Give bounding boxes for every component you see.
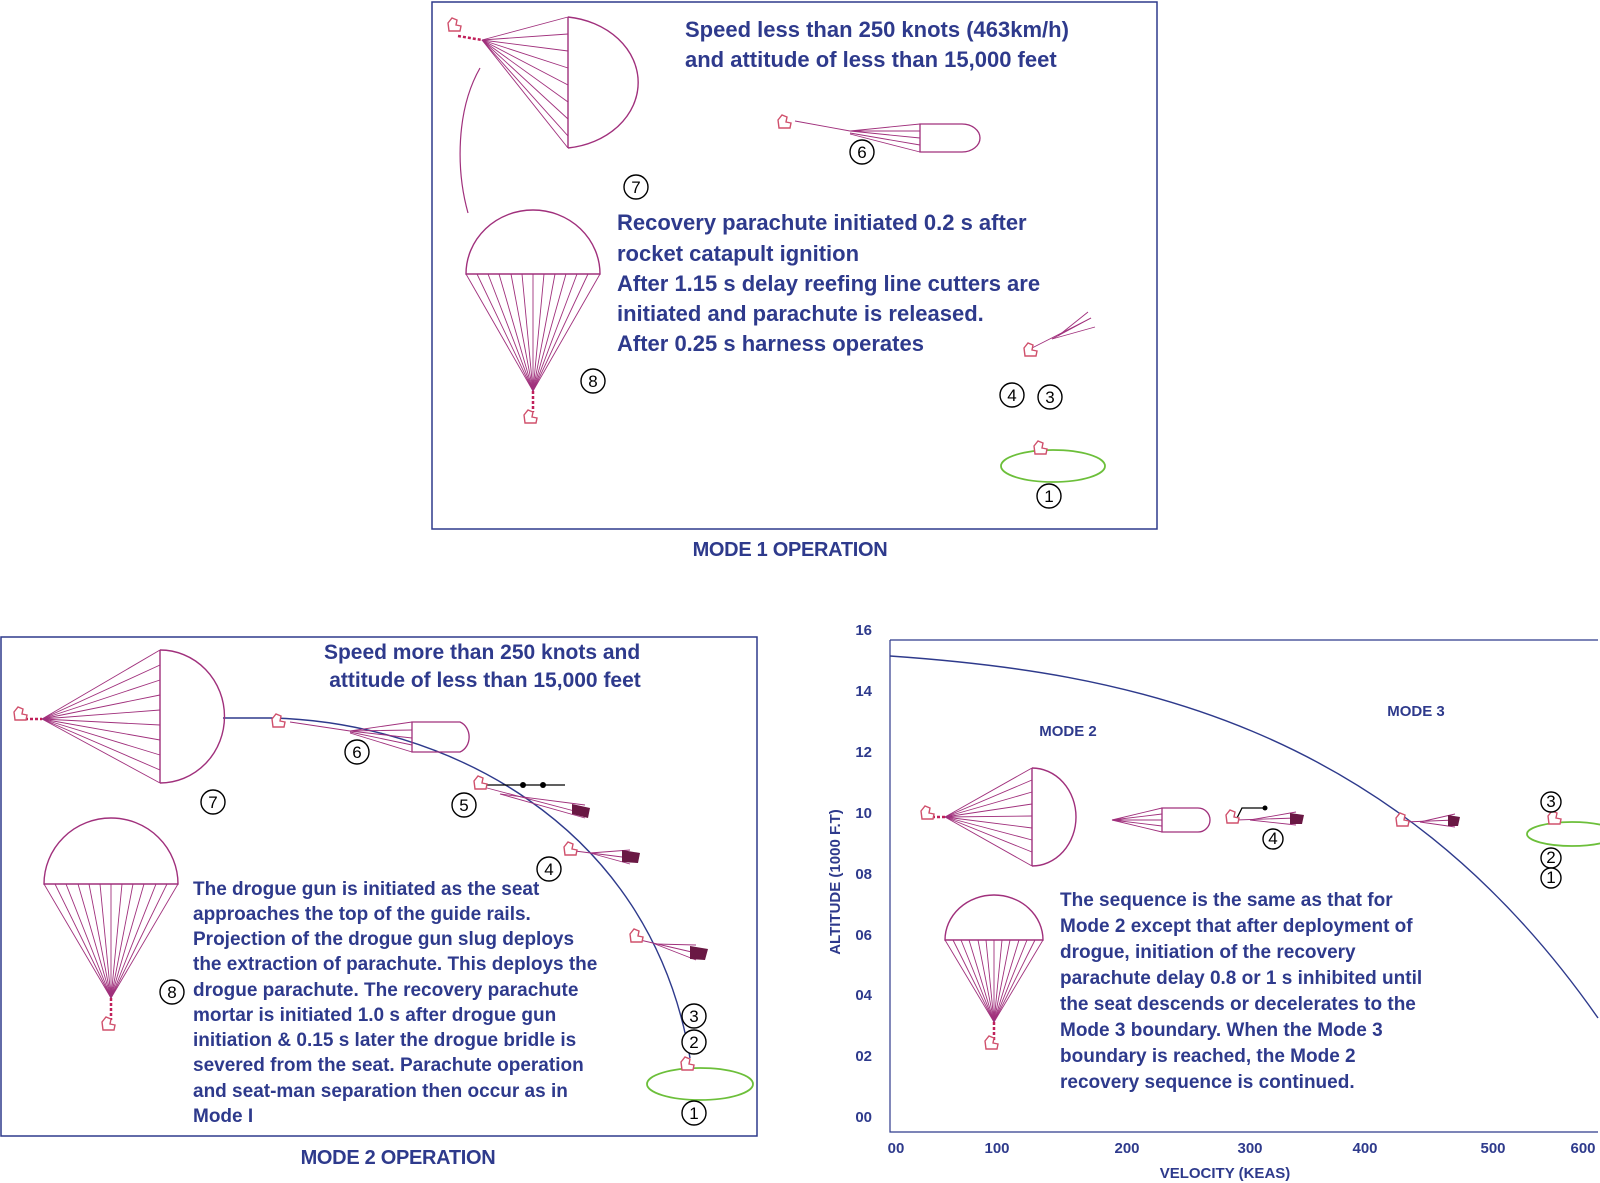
x-tick-100: 100 xyxy=(984,1140,1010,1157)
mode1-step-6 xyxy=(850,140,874,164)
x-axis-label: VELOCITY (KEAS) xyxy=(1159,1165,1291,1182)
svg-text:3: 3 xyxy=(1546,792,1556,811)
svg-text:4: 4 xyxy=(1007,386,1017,405)
mode3-step-4 xyxy=(1263,829,1283,849)
mode1-step-8 xyxy=(581,369,605,393)
svg-text:5: 5 xyxy=(459,796,469,815)
mode3-drogue-gun-4 xyxy=(1226,806,1304,826)
mode2-step-5 xyxy=(452,793,476,817)
mode3-step-3 xyxy=(1541,792,1561,812)
mode1-drogue-3 xyxy=(1024,312,1095,356)
svg-text:2: 2 xyxy=(689,1033,699,1052)
mode2-caption: MODE 2 OPERATION xyxy=(300,1147,496,1169)
mode2-title xyxy=(324,641,646,692)
svg-text:3: 3 xyxy=(1045,388,1055,407)
mode1-desc-line3: After 1.15 s delay reefing line cutters are xyxy=(617,271,1041,296)
mode2-title-line2: attitude of less than 15,000 feet xyxy=(329,669,641,692)
mode1-caption: MODE 1 OPERATION xyxy=(692,539,888,561)
mode3-desc-line6: Mode 3 boundary. When the Mode 3 xyxy=(1060,1020,1383,1041)
mode1-step-7 xyxy=(624,175,648,199)
mode2-desc-line4: the extraction of parachute. This deploys the xyxy=(193,954,598,975)
mode3-desc-line7: boundary is reached, the Mode 2 xyxy=(1060,1046,1356,1067)
mode1-title-line2: and attitude of less than 15,000 feet xyxy=(685,47,1057,72)
x-ticks xyxy=(888,1140,1596,1157)
mode3-panel xyxy=(827,622,1600,1182)
svg-text:6: 6 xyxy=(857,143,867,162)
mode3-desc-line4: parachute delay 0.8 or 1 s inhibited until xyxy=(1060,968,1423,989)
y-tick-00: 00 xyxy=(855,1109,872,1126)
svg-text:1: 1 xyxy=(1546,868,1556,887)
region-mode2-label: MODE 2 xyxy=(1039,723,1097,740)
mode2-desc-line9: and seat-man separation then occur as in xyxy=(193,1081,568,1102)
mode2-step-3 xyxy=(682,1004,706,1028)
x-tick-200: 200 xyxy=(1114,1140,1140,1157)
svg-text:4: 4 xyxy=(544,860,554,879)
mode2-desc-line10: Mode I xyxy=(193,1106,254,1127)
y-ticks xyxy=(855,622,872,1126)
y-tick-12: 12 xyxy=(855,744,872,761)
svg-text:1: 1 xyxy=(689,1104,699,1123)
mode3-desc-line3: drogue, initiation of the recovery xyxy=(1060,942,1356,963)
mode1-desc-line5: After 0.25 s harness operates xyxy=(617,331,924,356)
mode2-panel xyxy=(1,637,757,1169)
mode1-step-3 xyxy=(1038,385,1062,409)
region-mode3-label: MODE 3 xyxy=(1387,703,1445,720)
svg-text:8: 8 xyxy=(588,372,598,391)
svg-text:3: 3 xyxy=(689,1007,699,1026)
mode2-canopy-7 xyxy=(14,650,224,783)
svg-text:2: 2 xyxy=(1546,848,1556,867)
mode2-drogue-3 xyxy=(630,929,708,960)
mode2-step-1 xyxy=(682,1101,706,1125)
svg-text:6: 6 xyxy=(352,743,362,762)
svg-text:7: 7 xyxy=(631,178,641,197)
mode2-desc-line5: drogue parachute. The recovery parachute xyxy=(193,980,579,1001)
mode2-desc-line3: Projection of the drogue gun slug deploys xyxy=(193,929,575,950)
y-tick-06: 06 xyxy=(855,927,872,944)
y-tick-14: 14 xyxy=(855,683,872,700)
mode-boundary-curve xyxy=(890,656,1598,1018)
y-axis-label: ALTITUDE (1000 F.T) xyxy=(827,809,844,955)
mode1-stream-6 xyxy=(778,115,980,152)
x-tick-00: 00 xyxy=(887,1140,905,1157)
x-tick-600: 600 xyxy=(1570,1140,1596,1157)
mode2-desc-line8: severed from the seat. Parachute operation xyxy=(193,1055,584,1076)
mode2-title-line1: Speed more than 250 knots and xyxy=(323,641,641,664)
mode2-desc-line6: mortar is initiated 1.0 s after drogue gun xyxy=(193,1005,557,1026)
mode3-desc-line2: Mode 2 except that after deployment of xyxy=(1060,916,1413,937)
mode1-desc-line1: Recovery parachute initiated 0.2 s after xyxy=(617,210,1027,235)
mode1-desc-line4: initiated and parachute is released. xyxy=(617,301,984,326)
mode3-launch xyxy=(1527,811,1600,846)
mode2-desc-line2: approaches the top of the guide rails. xyxy=(193,904,531,925)
mode3-drogue-right xyxy=(1396,813,1460,827)
mode1-title-line1: Speed less than 250 knots (463km/h) xyxy=(685,17,1069,42)
mode1-step-4 xyxy=(1000,383,1024,407)
mode1-canopy-8 xyxy=(466,210,600,423)
mode3-desc-line1: The sequence is the same as that for xyxy=(1060,890,1393,911)
x-tick-400: 400 xyxy=(1352,1140,1378,1157)
mode1-desc-line2: rocket catapult ignition xyxy=(617,241,860,266)
mode2-launch-1 xyxy=(647,1057,753,1100)
svg-text:8: 8 xyxy=(167,983,177,1002)
mode2-drogue-4 xyxy=(564,842,640,864)
mode2-desc-line1: The drogue gun is initiated as the seat xyxy=(193,879,540,900)
mode1-panel xyxy=(432,2,1157,561)
mode3-description xyxy=(1060,890,1427,1093)
mode2-canopy-8 xyxy=(44,818,178,1030)
y-tick-04: 04 xyxy=(855,987,872,1004)
mode2-step-2 xyxy=(682,1030,706,1054)
svg-text:7: 7 xyxy=(208,793,218,812)
mode3-canopy-side xyxy=(921,768,1076,866)
mode3-step-2 xyxy=(1541,848,1561,868)
mode2-step-4 xyxy=(537,857,561,881)
mode1-trajectory xyxy=(460,68,480,213)
x-tick-500: 500 xyxy=(1480,1140,1506,1157)
svg-text:4: 4 xyxy=(1268,829,1278,848)
mode1-launch-1 xyxy=(1001,441,1105,482)
y-tick-08: 08 xyxy=(855,866,872,883)
mode1-canopy-7 xyxy=(448,17,638,148)
y-tick-02: 02 xyxy=(855,1048,872,1065)
svg-text:1: 1 xyxy=(1044,487,1054,506)
mode3-stream xyxy=(1112,808,1210,832)
mode1-title xyxy=(685,17,1075,72)
mode2-drogue-gun-5 xyxy=(474,776,590,818)
mode3-desc-line5: the seat descends or decelerates to the xyxy=(1060,994,1416,1015)
y-tick-10: 10 xyxy=(855,805,872,822)
mode2-step-6 xyxy=(345,740,369,764)
y-tick-16: 16 xyxy=(855,622,872,639)
mode1-description xyxy=(617,210,1046,356)
mode3-step-1 xyxy=(1541,868,1561,888)
x-tick-300: 300 xyxy=(1237,1140,1263,1157)
mode2-step-8 xyxy=(160,980,184,1004)
mode1-step-1 xyxy=(1037,484,1061,508)
mode3-canopy-open xyxy=(945,895,1043,1049)
mode3-desc-line8: recovery sequence is continued. xyxy=(1060,1072,1355,1093)
mode2-step-7 xyxy=(201,790,225,814)
mode2-desc-line7: initiation & 0.15 s later the drogue bridle is xyxy=(193,1030,577,1051)
mode2-description xyxy=(193,879,603,1127)
